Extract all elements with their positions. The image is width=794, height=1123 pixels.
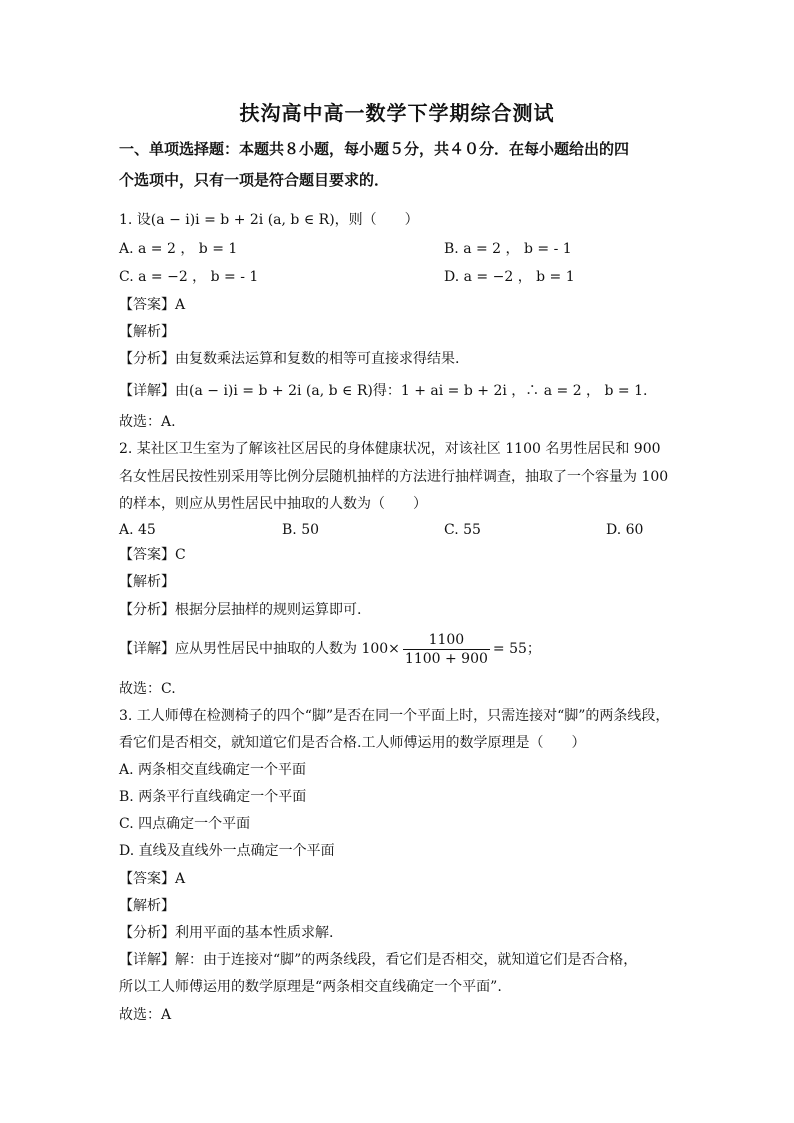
q2-fraction	[403, 631, 490, 668]
q2-stem-line-1: 2. 某社区卫生室为了解该社区居民的身体健康状况，对该社区 1100 名男性居民和 900	[119, 441, 661, 457]
q2-option-b: B. 50	[282, 522, 320, 538]
q3-answer: 【答案】A	[119, 871, 186, 887]
q3-option-c: C. 四点确定一个平面	[119, 816, 251, 832]
q3-xiangjie-line-1: 【详解】解：由于连接对“脚”的两条线段，看它们是否相交，就知道它们是否合格，	[119, 952, 638, 968]
q3-stem-line-2: 看它们是否相交，就知道它们是否合格.工人师傅运用的数学原理是（ ）	[119, 735, 586, 751]
q3-option-d: D. 直线及直线外一点确定一个平面	[119, 843, 335, 859]
section-heading-line-2: 个选项中，只有一项是符合题目要求的．	[119, 171, 390, 189]
q1-option-a: A. a = 2 ， b = 1	[119, 241, 238, 257]
q2-xiangjie-prefix: 【详解】应从男性居民中抽取的人数为 100×	[119, 641, 400, 657]
q3-option-a: A. 两条相交直线确定一个平面	[119, 762, 307, 778]
q1-option-b: B. a = 2 ， b = - 1	[444, 241, 572, 257]
q1-fenxi: 【分析】由复数乘法运算和复数的相等可直接求得结果.	[119, 351, 460, 367]
q2-answer: 【答案】C	[119, 547, 186, 563]
q3-xiangjie-line-2: 所以工人师傅运用的数学原理是“两条相交直线确定一个平面”.	[119, 979, 502, 995]
q1-option-c: C. a = −2 ， b = - 1	[119, 269, 259, 285]
q1-jiexi: 【解析】	[119, 324, 175, 340]
q1-guxuan: 故选：A.	[119, 414, 176, 430]
q3-option-b: B. 两条平行直线确定一个平面	[119, 789, 307, 805]
q2-xiangjie	[119, 630, 541, 668]
q3-guxuan: 故选：A	[119, 1007, 172, 1023]
document-title: 扶沟高中高一数学下学期综合测试	[239, 101, 555, 125]
q2-fraction-numerator: 1100	[403, 631, 490, 650]
q2-jiexi: 【解析】	[119, 574, 175, 590]
q3-stem-line-1: 3. 工人师傅在检测椅子的四个“脚”是否在同一个平面上时，只需连接对“脚”的两条线段，	[119, 708, 670, 724]
q2-fenxi: 【分析】根据分层抽样的规则运算即可.	[119, 602, 362, 618]
q3-jiexi: 【解析】	[119, 898, 175, 914]
q1-option-d: D. a = −2 ， b = 1	[444, 269, 575, 285]
q1-answer: 【答案】A	[119, 297, 186, 313]
q2-stem-line-2: 名女性居民按性别采用等比例分层随机抽样的方法进行抽样调查，抽取了一个容量为 100	[119, 469, 669, 485]
q2-option-a: A. 45	[119, 522, 156, 538]
q3-fenxi: 【分析】利用平面的基本性质求解.	[119, 925, 334, 941]
section-heading-line-1: 一、单项选择题：本题共８小题，每小题５分，共４０分．在每小题给出的四	[119, 140, 630, 158]
q2-option-c: C. 55	[444, 522, 481, 538]
q1-stem: 1. 设(a − i)i = b + 2i (a, b ∈ R)，则（ ）	[119, 212, 419, 228]
q2-fraction-denominator: 1100 + 900	[404, 650, 488, 667]
q2-option-d: D. 60	[606, 522, 644, 538]
q2-guxuan: 故选：C.	[119, 681, 176, 697]
q1-xiangjie: 【详解】由(a − i)i = b + 2i (a, b ∈ R)得：1 + ai = b + 2i ，∴ a = 2 ， b = 1.	[119, 383, 648, 399]
q2-xiangjie-suffix: = 55；	[492, 641, 541, 657]
q2-stem-line-3: 的样本，则应从男性居民中抽取的人数为（ ）	[119, 496, 427, 512]
